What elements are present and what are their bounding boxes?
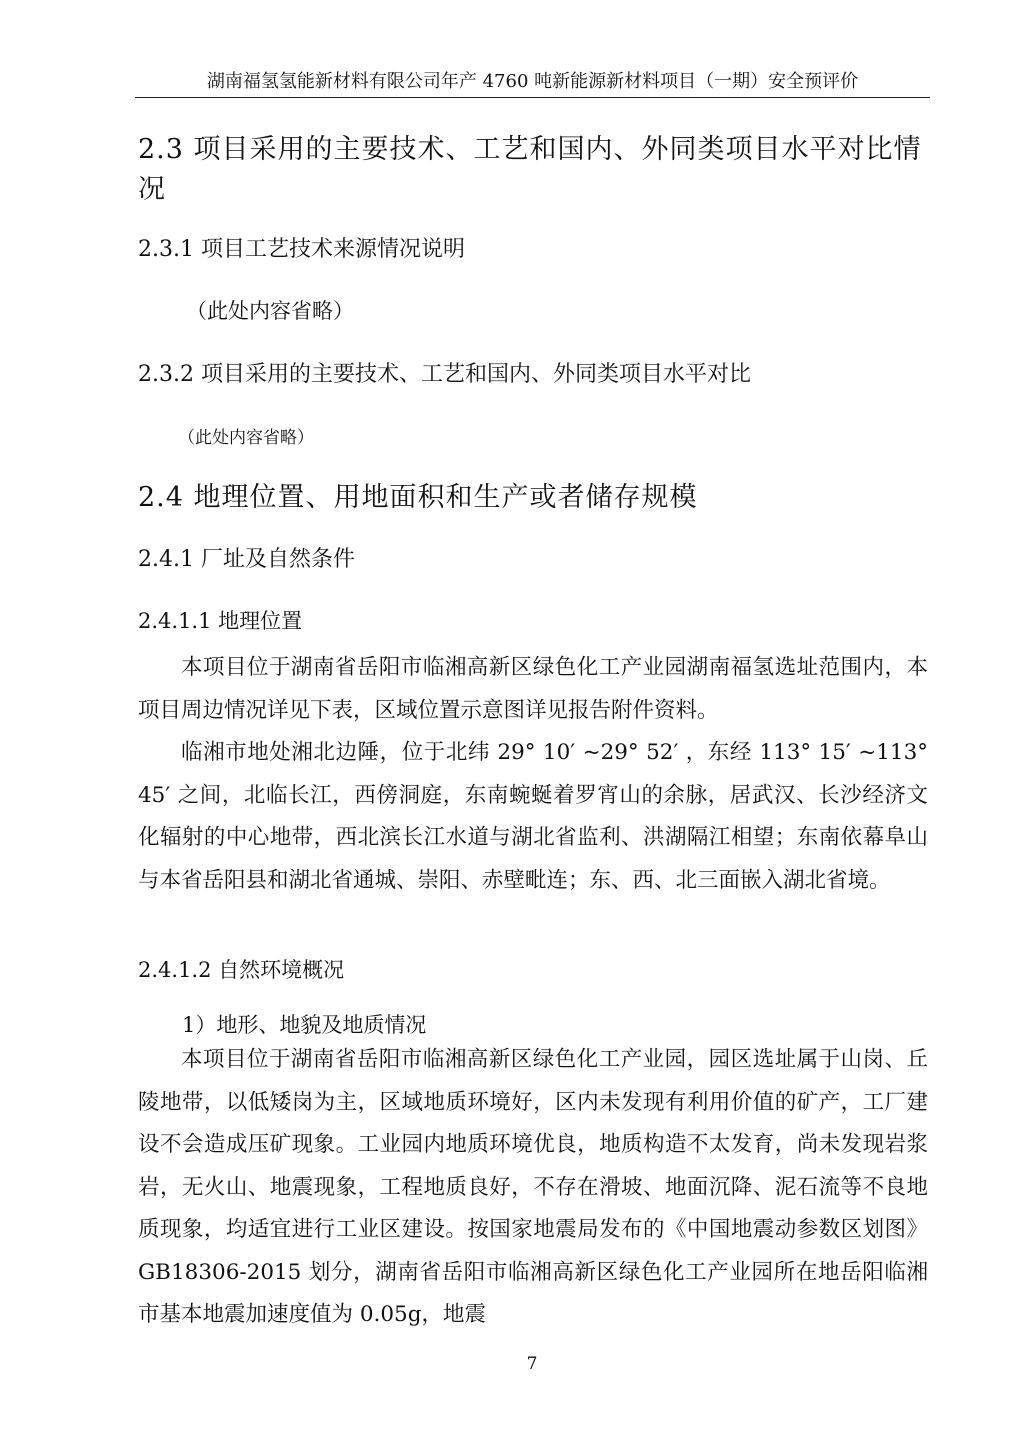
omitted-content-note: （此处内容省略） <box>186 299 354 323</box>
section-2-3-heading: 2.3 项目采用的主要技术、工艺和国内、外同类项目水平对比情况 <box>138 134 922 205</box>
header-divider <box>135 97 930 98</box>
paragraph-location-details: 临湘市地处湘北边陲，位于北纬 29° 10′ ~29° 52′ ，东经 113° 15′ ~113° 45′ 之间，北临长江，西傍洞庭，东南蜿蜒着罗宵山的余脉，居武汉、长沙经济文化辐射的中心地带，西北滨长江水道与湖北省监利、洪湖隔江相望；东南依幕阜山与本省岳阳县和湖北省通城、崇阳、赤壁毗连；东、西、北三面嵌入湖北省境。 <box>138 740 928 893</box>
omitted-content-note: （此处内容省略） <box>178 428 314 448</box>
page-number: 7 <box>526 1354 538 1374</box>
list-item-terrain-geology: 1）地形、地貌及地质情况 <box>182 1013 427 1037</box>
section-2-3-2-heading: 2.3.2 项目采用的主要技术、工艺和国内、外同类项目水平对比 <box>138 362 751 387</box>
paragraph-location-overview: 本项目位于湖南省岳阳市临湘高新区绿色化工产业园湖南福氢选址范围内，本项目周边情况详见下表，区域位置示意图详见报告附件资料。 <box>138 655 928 723</box>
section-2-4-heading: 2.4 地理位置、用地面积和生产或者储存规模 <box>138 482 698 513</box>
section-2-4-1-heading: 2.4.1 厂址及自然条件 <box>138 547 355 572</box>
section-2-3-1-heading: 2.3.1 项目工艺技术来源情况说明 <box>138 237 465 262</box>
section-2-4-1-1-heading: 2.4.1.1 地理位置 <box>138 609 303 633</box>
running-header: 湖南福氢氢能新材料有限公司年产 4760 吨新能源新材料项目（一期）安全预评价 <box>206 71 859 92</box>
paragraph-geology: 本项目位于湖南省岳阳市临湘高新区绿色化工产业园，园区选址属于山岗、丘陵地带，以低矮岗为主，区域地质环境好，区内未发现有利用价值的矿产，工厂建设不会造成压矿现象。工业园内地质环境优良，地质构造不太发育，尚未发现岩浆岩，无火山、地震现象，工程地质良好，不存在滑坡、地面沉降、泥石流等不良地质现象，均适宜进行工业区建设。按国家地震局发布的《中国地震动参数区划图》GB18306-2015 划分，湖南省岳阳市临湘高新区绿色化工产业园所在地岳阳临湘市基本地震加速度值为 0.05g，地震 <box>138 1047 928 1327</box>
section-2-4-1-2-heading: 2.4.1.2 自然环境概况 <box>138 958 345 982</box>
